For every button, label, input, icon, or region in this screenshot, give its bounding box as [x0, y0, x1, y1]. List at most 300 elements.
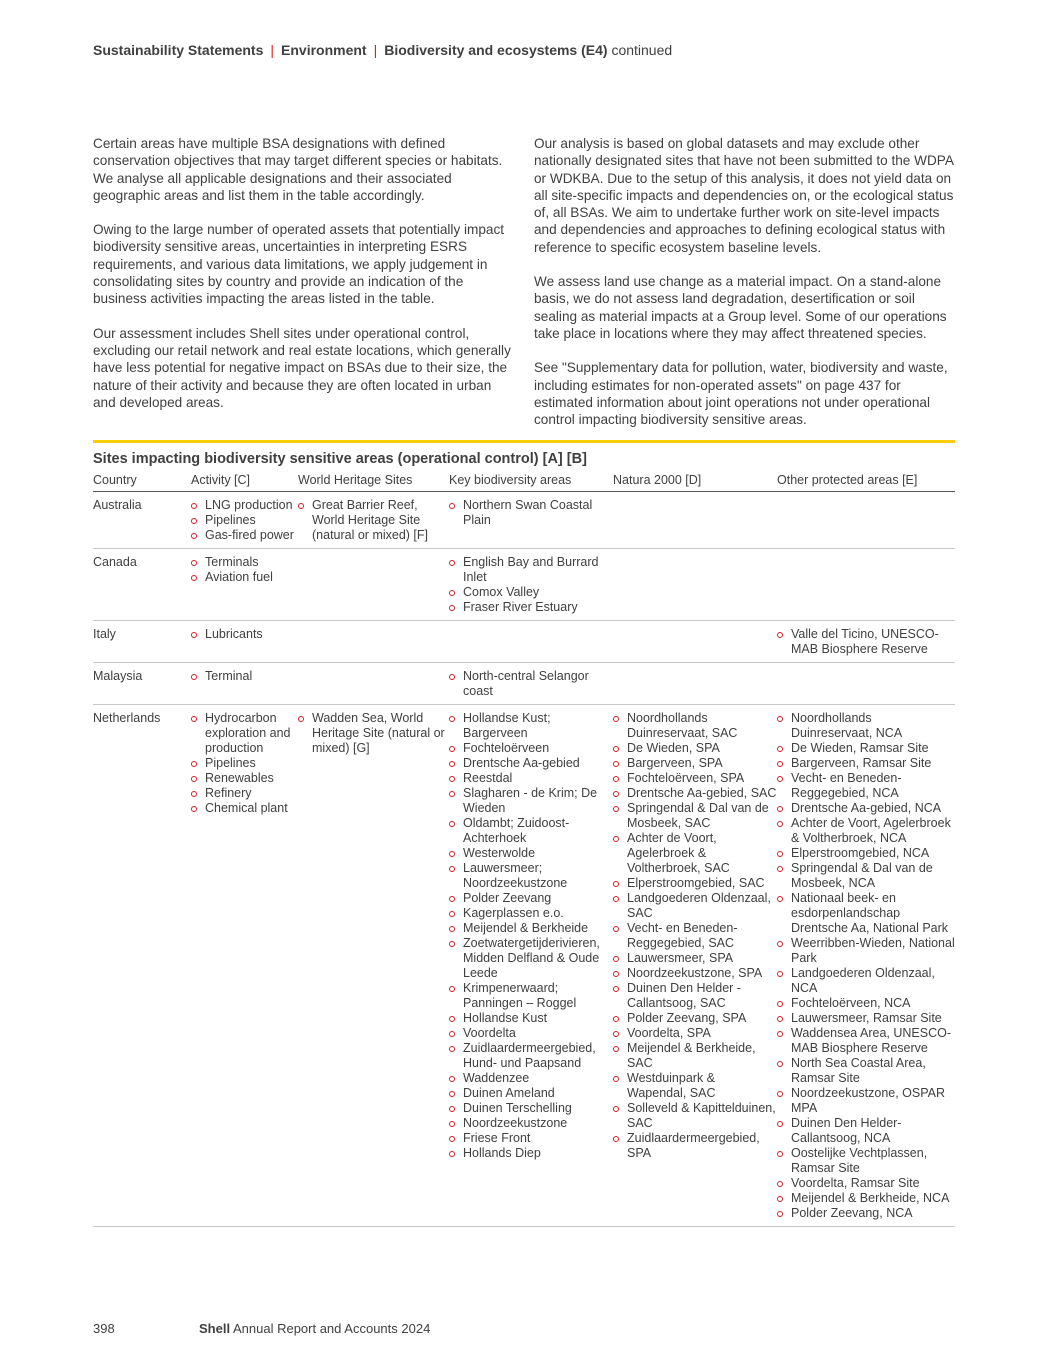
list-item	[777, 627, 955, 657]
bullet-circle-icon	[298, 503, 304, 509]
list-item	[613, 771, 777, 786]
bullet-circle-icon	[777, 1016, 783, 1022]
cell-kba	[449, 669, 613, 699]
list-item-text: Weerribben-Wieden, National Park	[791, 936, 955, 965]
paragraph: We assess land use change as a material impact. On a stand-alone basis, we do not assess land degradation, desertification or soil sealing as material impacts at a Group level. Some of our operations take place in locations where they may affect threatened species.	[534, 274, 947, 341]
cell-country: Malaysia	[93, 669, 143, 683]
list-item	[613, 1041, 777, 1071]
list-item	[298, 711, 449, 756]
bullet-circle-icon	[298, 716, 304, 722]
list-item	[613, 891, 777, 921]
bullet-circle-icon	[613, 1106, 619, 1112]
list-item	[191, 801, 298, 816]
list-item-text: Aviation fuel	[205, 570, 273, 584]
bullet-circle-icon	[613, 956, 619, 962]
list-item-text: Noordhollands Duinreservaat, SAC	[627, 711, 738, 740]
list-item-text: Fochteloërveen, NCA	[791, 996, 911, 1010]
list-item	[777, 996, 955, 1011]
list-item-text: Duinen Terschelling	[463, 1101, 572, 1115]
list-item-text: Vecht- en Beneden-Reggegebied, NCA	[791, 771, 902, 800]
list-item-text: Noordhollands Duinreservaat, NCA	[791, 711, 903, 740]
bullet-circle-icon	[449, 851, 455, 857]
bullet-list	[777, 627, 955, 657]
bullet-circle-icon	[613, 791, 619, 797]
cell-activity	[191, 498, 298, 543]
bullet-circle-icon	[449, 1121, 455, 1127]
bullet-list	[449, 711, 613, 1161]
list-item-text: Terminal	[205, 669, 253, 683]
list-item-text: Zuidlaardermeergebied, Hund- und Paapsand	[463, 1041, 596, 1070]
list-item-text: Waddensea Area, UNESCO-MAB Biosphere Reserve	[791, 1026, 952, 1055]
breadcrumb-environment[interactable]: Environment	[281, 42, 367, 58]
breadcrumb-sustainability-statements[interactable]: Sustainability Statements	[93, 42, 264, 58]
list-item-text: Bargerveen, SPA	[627, 756, 723, 770]
list-item	[449, 861, 613, 891]
list-item-text: Duinen Den Helder-Callantsoog, NCA	[791, 1116, 902, 1145]
cell-kba	[449, 555, 613, 615]
bullet-list	[449, 555, 613, 615]
bullet-circle-icon	[191, 560, 197, 566]
list-item-text: Friese Front	[463, 1131, 531, 1145]
bullet-circle-icon	[613, 881, 619, 887]
bullet-circle-icon	[613, 776, 619, 782]
cell-natura-2000	[613, 711, 777, 1221]
list-item-text: Elperstroomgebied, SAC	[627, 876, 765, 890]
list-item	[613, 711, 777, 741]
bullet-list	[191, 669, 298, 684]
paragraph: See "Supplementary data for pollution, water, biodiversity and waste, including estimates for non-operated assets" on page 437 for estimated information about joint operations not under operational control impacting biodiversity sensitive areas.	[534, 360, 948, 428]
bullet-circle-icon	[777, 896, 783, 902]
list-item-text: Landgoederen Oldenzaal, SAC	[627, 891, 771, 920]
cell-other-protected	[777, 555, 955, 615]
list-item	[613, 1131, 777, 1161]
table-header	[93, 470, 955, 492]
bullet-list	[449, 498, 613, 528]
list-item-text: Great Barrier Reef, World Heritage Site (natural or mixed) [F]	[312, 498, 429, 542]
list-item	[449, 1101, 613, 1116]
bullet-circle-icon	[191, 575, 197, 581]
bullet-circle-icon	[449, 926, 455, 932]
bullet-circle-icon	[449, 986, 455, 992]
cell-country: Netherlands	[93, 711, 161, 725]
list-item-text: English Bay and Burrard Inlet	[463, 555, 599, 584]
bullet-circle-icon	[449, 605, 455, 611]
bullet-circle-icon	[777, 1181, 783, 1187]
list-item	[449, 891, 613, 906]
table-row	[93, 549, 955, 621]
list-item	[777, 966, 955, 996]
list-item-text: Hollandse Kust	[463, 1011, 548, 1025]
list-item-text: Nationaal beek- en esdorpenlandschap Drentsche Aa, National Park	[791, 891, 949, 935]
table-body	[93, 492, 955, 1227]
list-item-text: De Wieden, SPA	[627, 741, 720, 755]
list-item	[449, 1071, 613, 1086]
list-item	[777, 801, 955, 816]
list-item-text: Landgoederen Oldenzaal, NCA	[791, 966, 935, 995]
list-item-text: Duinen Den Helder - Callantsoog, SAC	[627, 981, 741, 1010]
bullet-circle-icon	[449, 1151, 455, 1157]
list-item	[449, 1131, 613, 1146]
bullet-circle-icon	[613, 716, 619, 722]
bullet-list	[191, 555, 298, 585]
list-item	[777, 1026, 955, 1056]
list-item-text: Bargerveen, Ramsar Site	[791, 756, 932, 770]
cell-other-protected	[777, 669, 955, 699]
list-item	[191, 528, 298, 543]
list-item-text: North Sea Coastal Area, Ramsar Site	[791, 1056, 926, 1085]
list-item-text: Hydrocarbon exploration and production	[205, 711, 291, 755]
cell-world-heritage	[298, 627, 449, 657]
bullet-circle-icon	[777, 806, 783, 812]
list-item	[613, 831, 777, 876]
bullet-circle-icon	[191, 806, 197, 812]
bullet-list	[191, 627, 298, 642]
bullet-circle-icon	[613, 986, 619, 992]
list-item-text: Vecht- en Beneden-Reggegebied, SAC	[627, 921, 738, 950]
list-item	[613, 981, 777, 1011]
list-item	[777, 756, 955, 771]
list-item	[777, 741, 955, 756]
list-item	[449, 669, 613, 699]
list-item	[777, 1146, 955, 1176]
list-item-text: Drentsche Aa-gebied, SAC	[627, 786, 777, 800]
list-item-text: Renewables	[205, 771, 274, 785]
list-item-text: Hollands Diep	[463, 1146, 541, 1160]
bullet-circle-icon	[449, 821, 455, 827]
cell-other-protected	[777, 498, 955, 543]
list-item	[613, 1026, 777, 1041]
list-item	[449, 846, 613, 861]
bullet-list	[613, 711, 777, 1161]
list-item-text: Pipelines	[205, 756, 256, 770]
bullet-list	[191, 498, 298, 543]
list-item	[613, 951, 777, 966]
list-item	[449, 498, 613, 528]
list-item	[777, 1176, 955, 1191]
bullet-circle-icon	[449, 1016, 455, 1022]
cell-natura-2000	[613, 498, 777, 543]
list-item-text: Drentsche Aa-gebied, NCA	[791, 801, 942, 815]
list-item-text: Valle del Ticino, UNESCO-MAB Biosphere Reserve	[791, 627, 939, 656]
bullet-circle-icon	[613, 1046, 619, 1052]
list-item	[777, 891, 955, 936]
bullet-circle-icon	[191, 761, 197, 767]
bullet-circle-icon	[777, 716, 783, 722]
right-text-column	[534, 135, 956, 445]
list-item	[449, 555, 613, 585]
bullet-list	[449, 669, 613, 699]
cell-activity	[191, 555, 298, 615]
list-item-text: Waddenzee	[463, 1071, 530, 1085]
list-item-text: Westduinpark & Wapendal, SAC	[627, 1071, 716, 1100]
list-item	[777, 1116, 955, 1146]
bullet-circle-icon	[777, 941, 783, 947]
list-item-text: Drentsche Aa-gebied	[463, 756, 580, 770]
list-item-text: Oostelijke Vechtplassen, Ramsar Site	[791, 1146, 928, 1175]
list-item	[449, 936, 613, 981]
list-item	[449, 1086, 613, 1101]
list-item-text: Gas-fired power	[205, 528, 294, 542]
list-item-text: Meijendel & Berkheide, NCA	[791, 1191, 950, 1205]
cell-world-heritage	[298, 555, 449, 615]
bullet-circle-icon	[449, 716, 455, 722]
bullet-circle-icon	[449, 674, 455, 680]
list-item	[613, 1071, 777, 1101]
list-item-text: De Wieden, Ramsar Site	[791, 741, 929, 755]
cell-world-heritage	[298, 711, 449, 1221]
cell-other-protected	[777, 627, 955, 657]
bullet-list	[298, 498, 449, 543]
list-item	[613, 801, 777, 831]
list-item	[191, 711, 298, 756]
list-item-text: Slagharen - de Krim; De Wieden	[463, 786, 598, 815]
list-item	[613, 876, 777, 891]
column-header-country: Country	[93, 473, 137, 487]
list-item	[777, 771, 955, 801]
list-item	[613, 756, 777, 771]
breadcrumb	[93, 42, 672, 58]
bullet-circle-icon	[449, 791, 455, 797]
cell-world-heritage	[298, 669, 449, 699]
list-item-text: Lauwersmeer; Noordzeekustzone	[463, 861, 568, 890]
list-item-text: Northern Swan Coastal Plain	[463, 498, 593, 527]
bullet-circle-icon	[613, 761, 619, 767]
cell-natura-2000	[613, 555, 777, 615]
list-item	[449, 816, 613, 846]
list-item-text: Hollandse Kust; Bargerveen	[463, 711, 551, 740]
breadcrumb-biodiversity[interactable]: Biodiversity and ecosystems (E4)	[384, 42, 608, 58]
bullet-circle-icon	[191, 791, 197, 797]
cell-world-heritage	[298, 498, 449, 543]
list-item	[449, 711, 613, 741]
list-item	[449, 771, 613, 786]
list-item-text: Oldambt; Zuidoost-Achterhoek	[463, 816, 570, 845]
list-item-text: Meijendel & Berkheide, SAC	[627, 1041, 756, 1070]
list-item	[449, 1011, 613, 1026]
bullet-circle-icon	[191, 533, 197, 539]
bullet-circle-icon	[777, 851, 783, 857]
list-item-text: Duinen Ameland	[463, 1086, 555, 1100]
list-item	[449, 786, 613, 816]
list-item-text: Comox Valley	[463, 585, 540, 599]
breadcrumb-separator: |	[270, 42, 275, 58]
list-item	[191, 627, 298, 642]
list-item	[449, 585, 613, 600]
list-item	[613, 741, 777, 756]
list-item	[191, 771, 298, 786]
list-item-text: Elperstroomgebied, NCA	[791, 846, 930, 860]
column-header-natura-2000: Natura 2000 [D]	[613, 473, 702, 487]
list-item-text: Noordzeekustzone	[463, 1116, 568, 1130]
list-item-text: Zoetwatergetijderivieren, Midden Delfland & Oude Leede	[463, 936, 600, 980]
bullet-circle-icon	[449, 866, 455, 872]
cell-kba	[449, 627, 613, 657]
bullet-circle-icon	[777, 821, 783, 827]
table-row	[93, 492, 955, 549]
list-item-text: Achter de Voort, Agelerbroek & Voltherbroek, NCA	[791, 816, 951, 845]
list-item-text: Polder Zeevang, SPA	[627, 1011, 747, 1025]
list-item	[191, 513, 298, 528]
list-item-text: Springendal & Dal van de Mosbeek, SAC	[627, 801, 769, 830]
bullet-circle-icon	[449, 590, 455, 596]
bullet-circle-icon	[777, 1196, 783, 1202]
list-item-text: Fochteloërveen, SPA	[627, 771, 745, 785]
list-item	[449, 906, 613, 921]
bullet-circle-icon	[449, 560, 455, 566]
page-footer	[93, 1321, 430, 1336]
bullet-circle-icon	[449, 1046, 455, 1052]
bullet-circle-icon	[613, 1031, 619, 1037]
list-item-text: Voordelta, SPA	[627, 1026, 711, 1040]
bullet-circle-icon	[449, 1106, 455, 1112]
bullet-circle-icon	[449, 941, 455, 947]
bullet-list	[298, 711, 449, 756]
list-item	[449, 1041, 613, 1071]
bullet-circle-icon	[449, 911, 455, 917]
bullet-circle-icon	[449, 1031, 455, 1037]
list-item	[449, 1146, 613, 1161]
bullet-circle-icon	[449, 761, 455, 767]
bullet-circle-icon	[449, 1136, 455, 1142]
bullet-circle-icon	[613, 836, 619, 842]
bullet-circle-icon	[449, 1091, 455, 1097]
list-item-text: Reestdal	[463, 771, 513, 785]
list-item	[298, 498, 449, 543]
column-header-activity: Activity [C]	[191, 473, 251, 487]
footer-report-title: Annual Report and Accounts 2024	[232, 1321, 431, 1336]
paragraph: Owing to the large number of operated assets that potentially impact biodiversity sensitive areas, uncertainties in interpreting ESRS requirements, and various data limitations, we apply judgement in consolidating sites by country and provide an indication of the business activities impacting the areas listed in the table.	[93, 222, 505, 307]
bullet-circle-icon	[449, 896, 455, 902]
list-item	[449, 1026, 613, 1041]
cell-activity	[191, 627, 298, 657]
list-item	[191, 756, 298, 771]
list-item	[191, 570, 298, 585]
list-item	[613, 786, 777, 801]
list-item-text: Krimpenerwaard; Panningen – Roggel	[463, 981, 577, 1010]
list-item	[777, 816, 955, 846]
bullet-circle-icon	[777, 632, 783, 638]
bullet-circle-icon	[777, 776, 783, 782]
bullet-circle-icon	[613, 926, 619, 932]
bullet-circle-icon	[613, 971, 619, 977]
list-item	[449, 981, 613, 1011]
list-item-text: Noordzeekustzone, SPA	[627, 966, 763, 980]
bullet-circle-icon	[449, 776, 455, 782]
list-item-text: Solleveld & Kapittelduinen, SAC	[627, 1101, 776, 1130]
list-item	[449, 600, 613, 615]
list-item	[777, 936, 955, 966]
list-item-text: Kagerplassen e.o.	[463, 906, 564, 920]
bullet-circle-icon	[613, 1136, 619, 1142]
bullet-circle-icon	[777, 1061, 783, 1067]
table-row	[93, 621, 955, 663]
cell-natura-2000	[613, 627, 777, 657]
left-text-column	[93, 135, 515, 428]
bullet-list	[191, 711, 298, 816]
bullet-circle-icon	[613, 1016, 619, 1022]
page-number: 398	[93, 1321, 115, 1336]
breadcrumb-separator: |	[373, 42, 378, 58]
list-item	[191, 555, 298, 570]
list-item	[449, 921, 613, 936]
list-item	[777, 861, 955, 891]
bullet-circle-icon	[777, 1151, 783, 1157]
list-item-text: Zuidlaardermeergebied, SPA	[627, 1131, 760, 1160]
bullet-circle-icon	[777, 761, 783, 767]
list-item	[191, 786, 298, 801]
bullet-circle-icon	[191, 503, 197, 509]
cell-activity	[191, 711, 298, 1221]
footer-brand: Shell	[199, 1321, 231, 1336]
bullet-circle-icon	[777, 746, 783, 752]
cell-country: Italy	[93, 627, 116, 641]
list-item-text: Meijendel & Berkheide	[463, 921, 589, 935]
bullet-circle-icon	[613, 1076, 619, 1082]
bullet-circle-icon	[191, 674, 197, 680]
bullet-circle-icon	[777, 971, 783, 977]
bullet-circle-icon	[613, 746, 619, 752]
list-item	[777, 1011, 955, 1026]
table-top-rule	[93, 440, 955, 443]
column-header-world-heritage: World Heritage Sites	[298, 473, 413, 487]
bullet-circle-icon	[613, 806, 619, 812]
list-item-text: LNG production	[205, 498, 293, 512]
cell-other-protected	[777, 711, 955, 1221]
list-item	[613, 966, 777, 981]
paragraph: Certain areas have multiple BSA designations with defined conservation objectives that may target different species or habitats. We analyse all applicable designations and their associated geographic areas and list them in the table accordingly.	[93, 136, 503, 203]
bsa-table	[93, 440, 955, 1227]
list-item	[191, 498, 298, 513]
cell-country: Canada	[93, 555, 137, 569]
list-item-text: Springendal & Dal van de Mosbeek, NCA	[791, 861, 933, 890]
bullet-circle-icon	[449, 1076, 455, 1082]
list-item-text: Lauwersmeer, SPA	[627, 951, 734, 965]
list-item-text: Achter de Voort, Agelerbroek & Voltherbroek, SAC	[627, 831, 730, 875]
list-item-text: Pipelines	[205, 513, 256, 527]
cell-kba	[449, 498, 613, 543]
paragraph: Our assessment includes Shell sites under operational control, excluding our retail network and real estate locations, which generally have less potential for negative impact on BSAs due to their size, the nature of their activity and because they are often located in urban and developed areas.	[93, 325, 511, 410]
list-item	[449, 741, 613, 756]
list-item	[777, 1206, 955, 1221]
list-item-text: Wadden Sea, World Heritage Site (natural or mixed) [G]	[312, 711, 445, 755]
bullet-list	[777, 711, 955, 1221]
list-item-text: Voordelta	[463, 1026, 516, 1040]
list-item	[777, 1191, 955, 1206]
list-item	[449, 1116, 613, 1131]
bullet-circle-icon	[191, 716, 197, 722]
bullet-circle-icon	[777, 1121, 783, 1127]
paragraph: Our analysis is based on global datasets and may exclude other nationally designated sites that have not been submitted to the WDPA or WDKBA. Due to the setup of this analysis, it does not yield data on all site-specific impacts and dependencies on, or the ecological status of, all BSAs. We aim to undertake further work on site-level impacts and dependencies and approaches to defining ecological status with reference to specific ecosystem baseline levels.	[534, 136, 954, 255]
list-item	[777, 846, 955, 861]
list-item-text: Polder Zeevang, NCA	[791, 1206, 913, 1220]
list-item-text: Noordzeekustzone, OSPAR MPA	[791, 1086, 946, 1115]
bullet-circle-icon	[777, 1031, 783, 1037]
list-item	[613, 1101, 777, 1131]
bullet-circle-icon	[191, 518, 197, 524]
list-item-text: Lubricants	[205, 627, 263, 641]
bullet-circle-icon	[777, 866, 783, 872]
bullet-circle-icon	[191, 776, 197, 782]
list-item-text: Terminals	[205, 555, 259, 569]
list-item	[191, 669, 298, 684]
list-item	[777, 711, 955, 741]
bullet-circle-icon	[449, 503, 455, 509]
continued-label: continued	[611, 42, 673, 58]
table-row	[93, 663, 955, 705]
list-item-text: Fraser River Estuary	[463, 600, 578, 614]
column-header-kba: Key biodiversity areas	[449, 473, 572, 487]
list-item-text: Polder Zeevang	[463, 891, 552, 905]
